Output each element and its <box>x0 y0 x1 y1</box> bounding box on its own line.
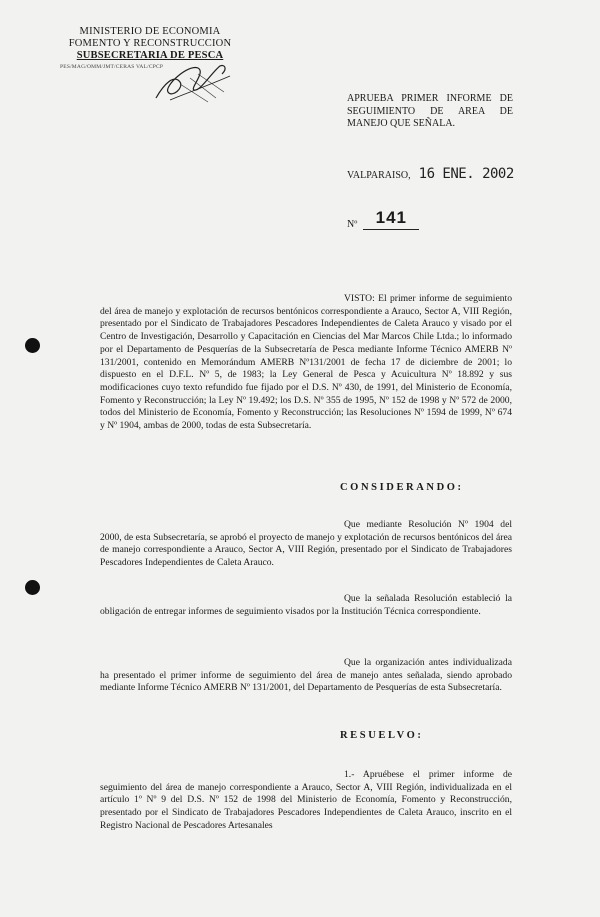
subject-line-3: MANEJO QUE SEÑALA. <box>347 118 456 129</box>
number-value: 141 <box>363 208 419 230</box>
ministry-line-1: MINISTERIO DE ECONOMIA <box>79 26 221 37</box>
number-label: Nº <box>347 219 358 230</box>
considerando-paragraph-2: Que la señalada Resolución estableció la obligación de entregar informes de seguimiento visados por la Institución Técnica correspondiente. <box>100 593 512 617</box>
considerando-paragraph-3: Que la organización antes individualizada ha presentado el primer informe de seguimiento del área de manejo antes señalada, siendo aprobado mediante Informe Técnico AMERB Nº 131/2001, del Departamento de Pesquerías de esta Subsecretaría. <box>100 657 512 694</box>
resuelvo-heading: RESUELVO: <box>340 730 424 741</box>
resolution-number <box>347 208 419 230</box>
subject-line-2: SEGUIMIENTO DE AREA DE <box>347 105 513 117</box>
considerando-heading: CONSIDERANDO: <box>340 482 464 493</box>
dateline <box>347 166 514 182</box>
subsecretaria-line: SUBSECRETARIA DE PESCA <box>76 50 224 61</box>
resuelvo-paragraph-1: 1.- Apruébese el primer informe de seguimiento del área de manejo correspondiente a Arauco, Sector A, VIII Región, individualizada en el artículo 1º Nº 9 del D.S. Nº 152 de 1998 del Ministerio de Economía, Fomento y Reconstrucción, presentado por el Sindicato de Trabajadores Pescadores Independientes de Caleta Arauco, inscrito en el Registro Nacional de Pescadores Artesanales <box>100 769 512 831</box>
visto-paragraph: VISTO: El primer informe de seguimiento del área de manejo y explotación de recursos bentónicos correspondiente a Arauco, Sector A, VIII Región, presentado por el Sindicato de Trabajadores Pescadores Independientes de Caleta Arauco y visado por el Centro de Investigación, Desarrollo y Capacitación en Ciencias del Mar Marcos Chile Ltda.; lo informado por el Departamento de Pesquerías de la Subsecretaría de Pesca mediante Informe Técnico AMERB Nº 131/2001, contenido en Memorándum AMERB Nº131/2001 de fecha 17 de diciembre de 2001; lo dispuesto en el D.F.L. Nº 5, de 1983; la Ley General de Pesca y Acuicultura Nº 18.892 y sus modificaciones cuyo texto refundido fue fijado por el D.S. Nº 430, de 1991, del Ministerio de Economía, Fomento y Reconstrucción; la Ley Nº 19.492; los D.S. Nº 355 de 1995, Nº 152 de 1998 y Nº 572 de 2000, todos del Ministerio de Economía, Fomento y Reconstrucción; las Resoluciones Nº 1594 de 1999, Nº 674 y Nº 1904, ambas de 2000, todas de esta Subsecretaría. <box>100 293 512 432</box>
ministry-line-2: FOMENTO Y RECONSTRUCCION <box>68 38 232 49</box>
date-stamp: 16 ENE. 2002 <box>418 166 514 182</box>
place-label: VALPARAISO, <box>347 170 411 181</box>
subject-block <box>347 93 513 131</box>
signature-mark <box>150 54 236 106</box>
subject-line-1: APRUEBA PRIMER INFORME DE <box>347 93 513 104</box>
reference-initials: PES/MAG/OMM/JMT/CERAS VAL/CPCP <box>60 64 164 70</box>
punch-hole-top <box>25 338 40 353</box>
punch-hole-bottom <box>25 580 40 595</box>
considerando-paragraph-1: Que mediante Resolución Nº 1904 del 2000, de esta Subsecretaría, se aprobó el proyecto de manejo y explotación de recursos bentónicos del área de manejo correspondiente a Arauco, Sector A, VIII Región, presentado por el Sindicato de Trabajadores Pescadores Independientes de Caleta Arauco. <box>100 519 512 569</box>
